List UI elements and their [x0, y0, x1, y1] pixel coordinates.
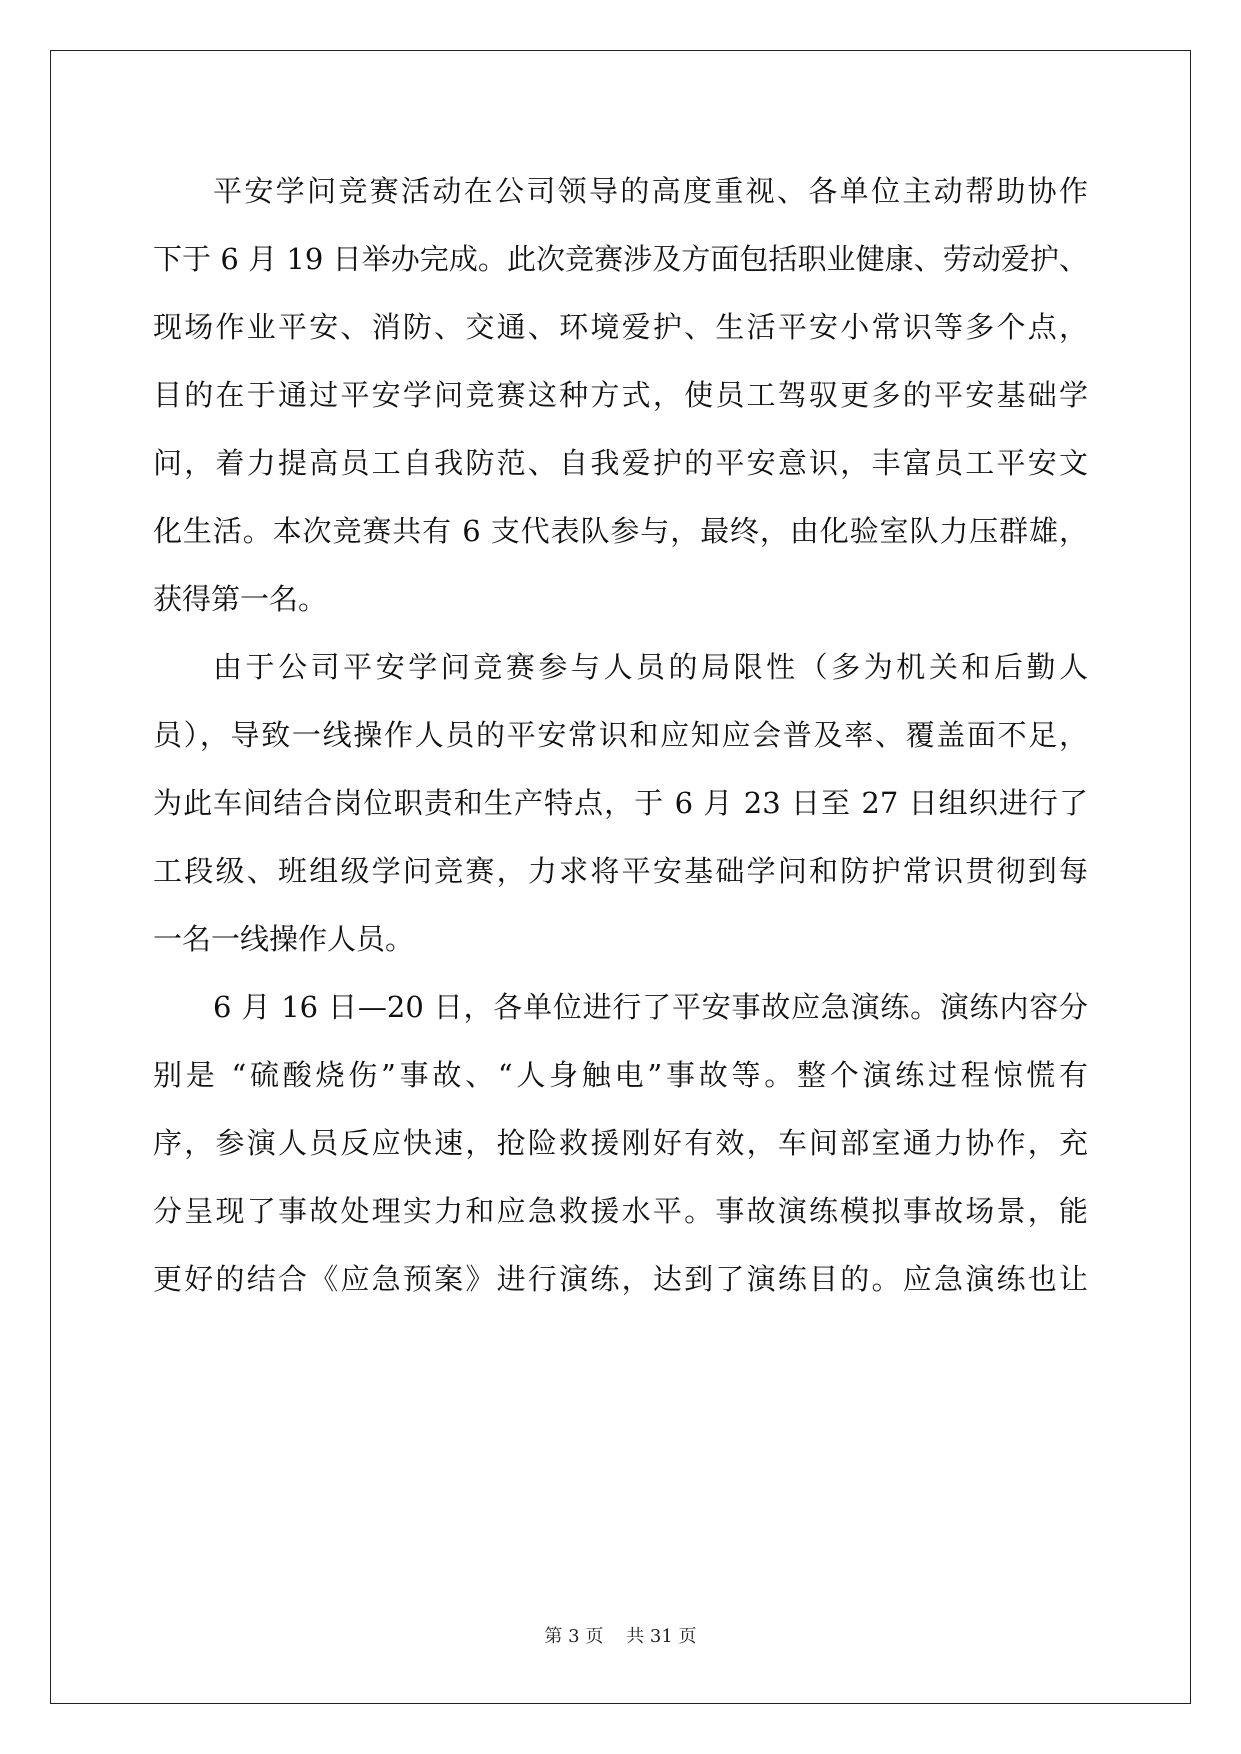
text-line: 一名一线操作人员。: [153, 922, 415, 956]
text-line: 化生活。本次竞赛共有 6 支代表队参与，最终，由化验室队力压群雄，: [153, 514, 1088, 548]
text-line: 序，参演人员反应快速，抢险救援刚好有效，车间部室通力协作，充: [153, 1126, 1088, 1160]
page-number-footer: 第 3 页 共 31 页: [544, 1626, 697, 1647]
text-line: 问，着力提高员工自我防范、自我爱护的平安意识，丰富员工平安文: [153, 446, 1088, 480]
text-line: 更好的结合《应急预案》进行演练，达到了演练目的。应急演练也让: [153, 1262, 1088, 1296]
text-line: 工段级、班组级学问竞赛，力求将平安基础学问和防护常识贯彻到每: [153, 854, 1088, 888]
text-line: 下于 6 月 19 日举办完成。此次竞赛涉及方面包括职业健康、劳动爱护、: [153, 242, 1088, 276]
text-line: 别是 “硫酸烧伤”事故、“人身触电”事故等。整个演练过程惊慌有: [153, 1058, 1088, 1092]
text-line: 获得第一名。: [153, 582, 328, 616]
text-line: 平安学问竞赛活动在公司领导的高度重视、各单位主动帮助协作: [213, 174, 1088, 208]
text-line: 现场作业平安、消防、交通、环境爱护、生活平安小常识等多个点，: [153, 310, 1088, 344]
document-body: [153, 163, 1088, 1319]
text-line: 目的在于通过平安学问竞赛这种方式，使员工驾驭更多的平安基础学: [153, 378, 1088, 412]
text-line: 员），导致一线操作人员的平安常识和应知应会普及率、覆盖面不足，: [153, 718, 1088, 752]
text-line: 分呈现了事故处理实力和应急救援水平。事故演练模拟事故场景，能: [153, 1194, 1088, 1228]
text-line: 6 月 16 日—20 日，各单位进行了平安事故应急演练。演练内容分: [213, 990, 1088, 1024]
text-line: 为此车间结合岗位职责和生产特点，于 6 月 23 日至 27 日组织进行了: [153, 786, 1088, 820]
text-line: 由于公司平安学问竞赛参与人员的局限性（多为机关和后勤人: [213, 650, 1088, 684]
